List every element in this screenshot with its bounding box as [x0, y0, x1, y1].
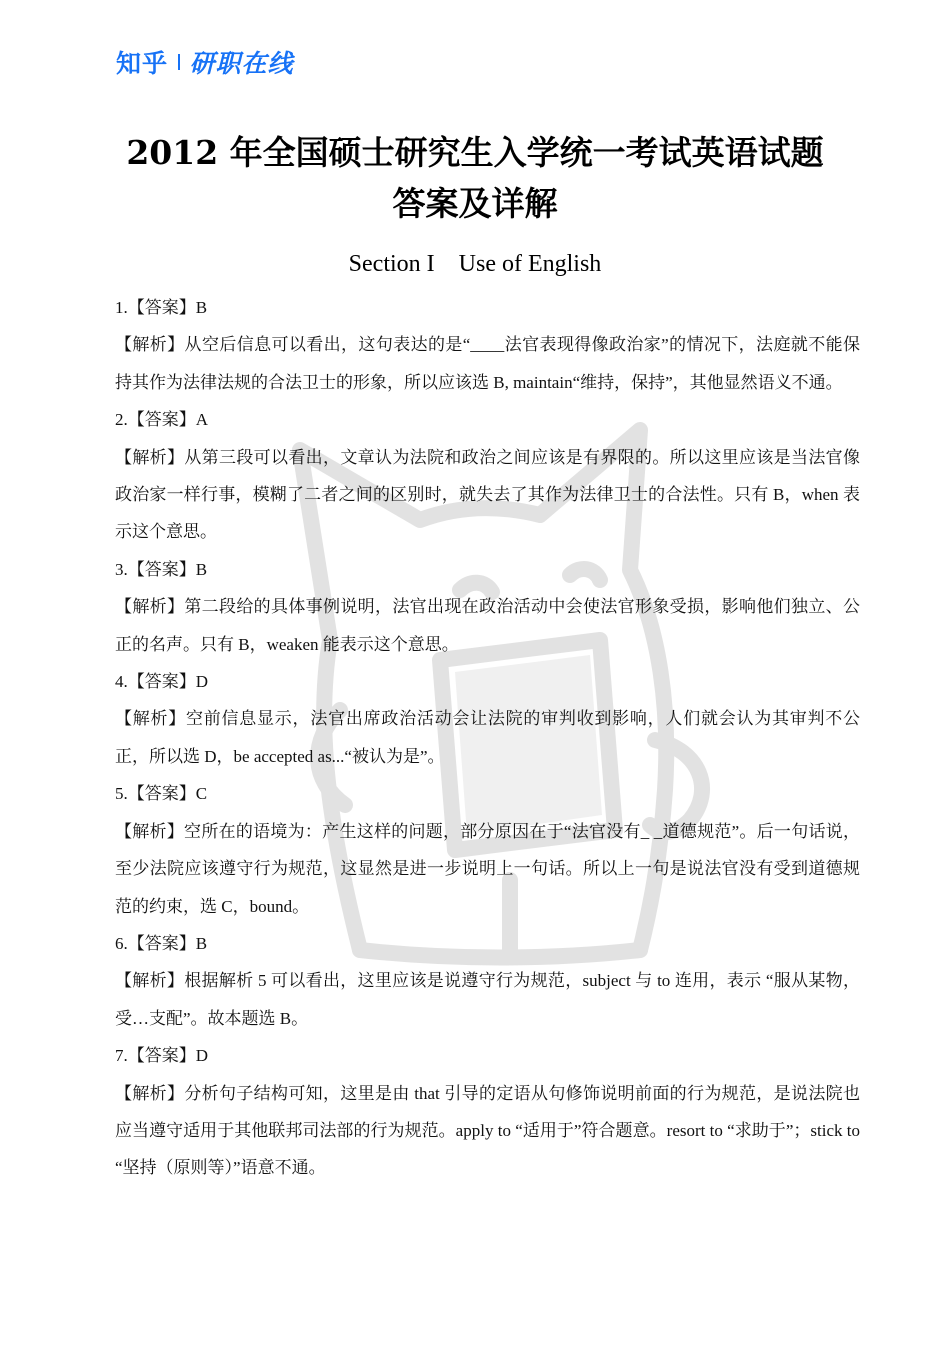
- logo-divider: [178, 54, 180, 70]
- explanation-3: 【解析】第二段给的具体事例说明，法官出现在政治活动中会使法官形象受损，影响他们独立、公正的名声。只有 B，weaken 能表示这个意思。: [115, 597, 860, 654]
- answer-1: 1.【答案】B: [115, 298, 208, 317]
- explanation-5: 【解析】空所在的语境为：产生这样的问题，部分原因在于“法官没有_ _道德规范”。后一句话说，至少法院应该遵守行为规范，这显然是进一步说明上一句话。所以上一句是说法官没有受到道德规范的约束，选 C，bound。: [115, 821, 860, 916]
- answer-5: 5.【答案】C: [115, 784, 208, 804]
- explanation-2: 【解析】从第三段可以看出，文章认为法院和政治之间应该是有界限的。所以这里应该是当法官像政治家一样行事，模糊了二者之间的区别时，就失去了其作为法律卫士的合法性。只有 B，when 表示这个意思。: [115, 447, 860, 542]
- header-logo: [116, 44, 294, 80]
- explanation-7: 【解析】分析句子结构可知，这里是由 that 引导的定语从句修饰说明前面的行为规范，是说法院也应当遵守适用于其他联邦司法部的行为规范。apply to “适用于”符合题意。resort to “求助于”；stick to “坚持（原则等）”语意不通。: [115, 1083, 860, 1178]
- explanation-6: 【解析】根据解析 5 可以看出，这里应该是说遵守行为规范，subject 与 to 连用，表示 “服从某物，受…支配”。故本题选 B。: [115, 971, 860, 1028]
- explanation-4: 【解析】空前信息显示，法官出席政治活动会让法院的审判收到影响，人们就会认为其审判不公正，所以选 D，be accepted as...“被认为是”。: [115, 709, 860, 766]
- explanation-1: 【解析】从空后信息可以看出，这句表达的是“____法官表现得像政治家”的情况下，法庭就不能保持其作为法律法规的合法卫士的形象，所以应该选 B, maintain“维持，保持”，其他显然语义不通。: [115, 335, 860, 392]
- section-heading: Section I Use of English: [348, 251, 602, 277]
- brand-logo: 研职在线: [189, 49, 294, 78]
- answer-7: 7.【答案】D: [115, 1046, 209, 1066]
- answer-6: 6.【答案】B: [115, 933, 208, 953]
- answer-2: 2.【答案】A: [115, 410, 209, 430]
- zhihu-logo: 知乎: [116, 49, 169, 78]
- document-title-line-2: 答案及详解: [392, 184, 558, 223]
- document-title-line-1: 2012 年全国硕士研究生入学统一考试英语试题: [126, 133, 824, 172]
- answer-4: 4.【答案】D: [115, 672, 209, 692]
- answer-3: 3.【答案】B: [115, 559, 208, 579]
- answer-list: [115, 289, 860, 1187]
